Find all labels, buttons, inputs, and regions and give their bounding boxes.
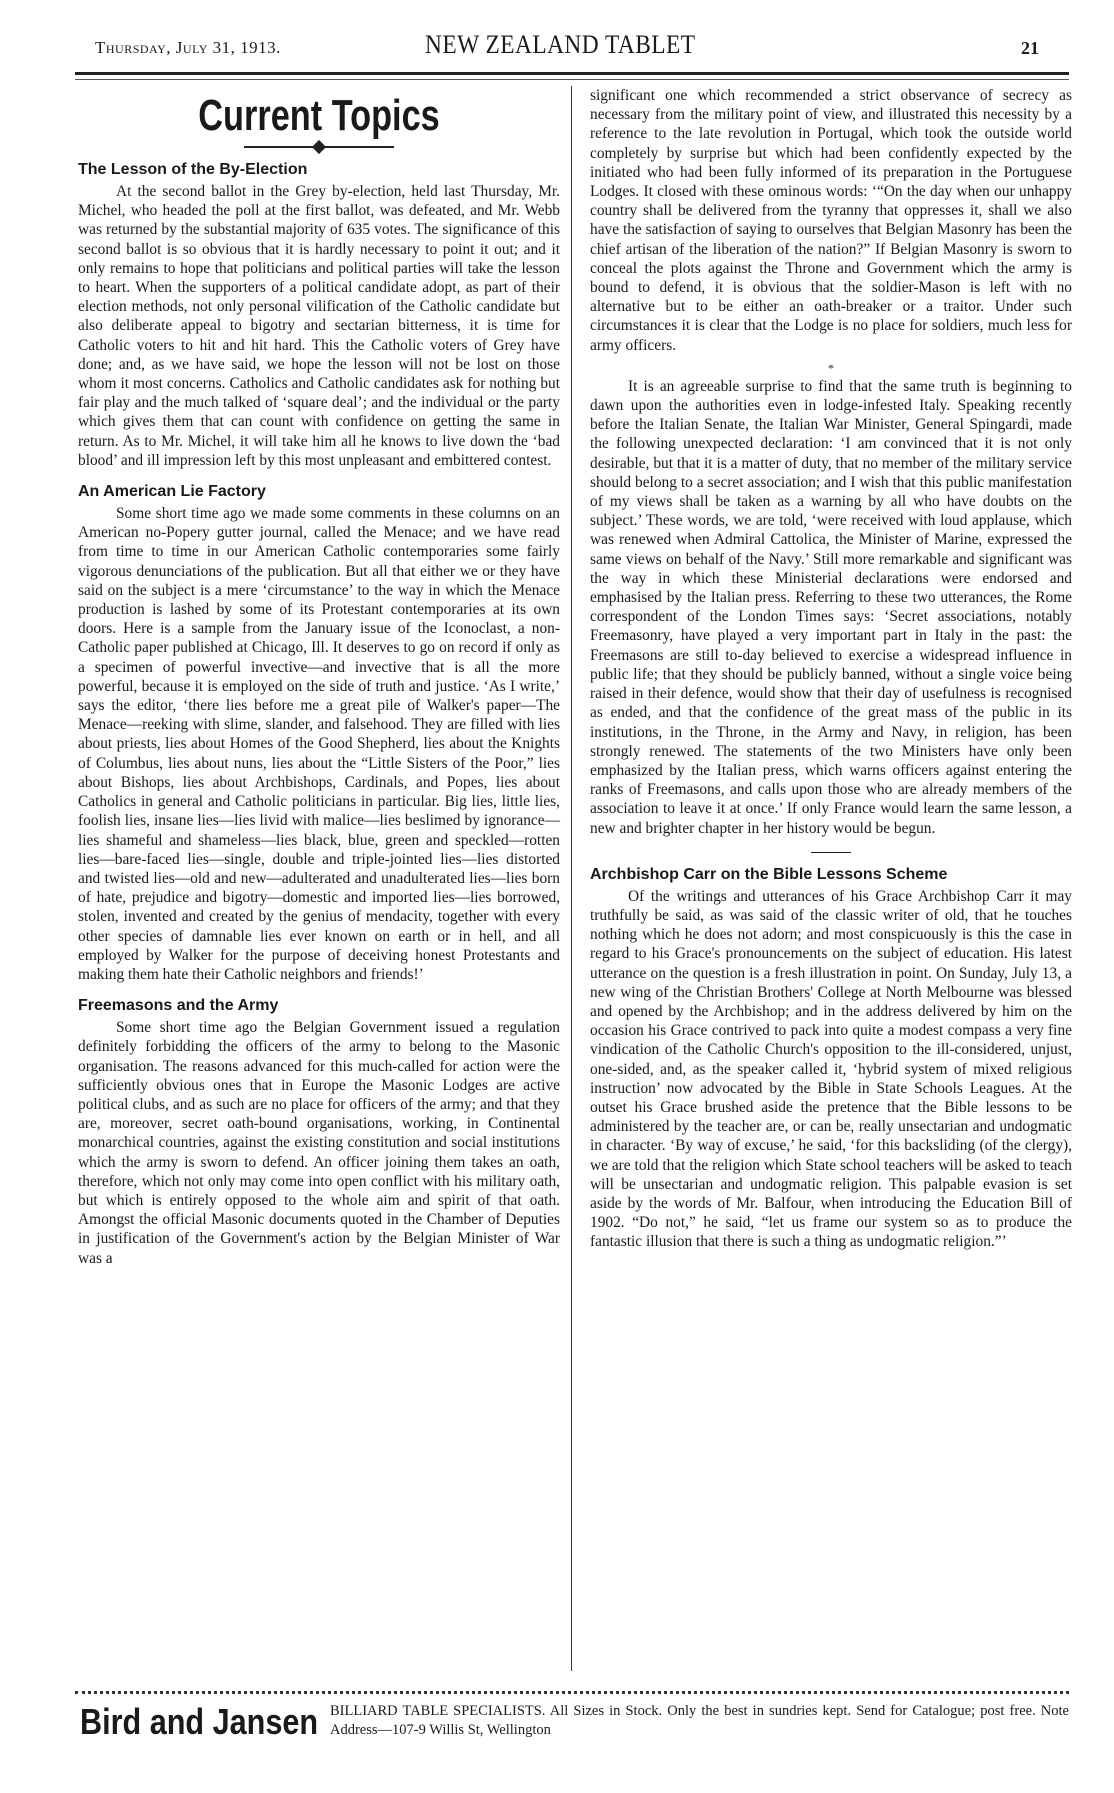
header-rule (75, 72, 1069, 75)
section-star: * (828, 360, 834, 375)
article-paragraph: significant one which recommended a strict observance of secrecy as necessary from the military point of view, and illustrated this necessity by a reference to the late revolution in Portugal, which took the outside world completely by surprise but which had been confidently expected by the initiated who had been fully informed of its preparation in the Portuguese Lodges. It closed with these ominous words: ‘“On the day when our unhappy country shall be delivered from the tyranny that oppresses it, shall we also have the satisfaction of saying to ourselves that Belgian Masonry has been the chief artisan of the liberation of the nation?” If Belgian Masonry is sworn to conceal the plots against the Throne and Government which the army is bound to defend, it is obvious that the soldier-Mason is left with no alternative but to be either an oath-breaker or a traitor. Under such circumstances it is clear that the Lodge is no place for soldiers, much less for army officers. (590, 87, 1072, 354)
advert-text: BILLIARD TABLE SPECIALISTS. All Sizes in Stock. Only the best in sundries kept. Send for Catalogue; post free. Note Address—107-9 Willis St, Wellington (330, 1703, 1069, 1738)
issue-date: Thursday, July 31, 1913. (95, 38, 281, 57)
newspaper-title: NEW ZEALAND TABLET (425, 30, 696, 59)
article-paragraph: Some short time ago we made some comments in these columns on an American no-Popery gutter journal, called the Menace; and we have read from time to time in our American Catholic contemporaries some fairly vigorous denunciations of the publication. But all that either we or they have said on the subject is a mere ‘circumstance’ to the way in which the Menace production is lashed by some of its Protestant contemporaries at its own doors. Here is a sample from the January issue of the Iconoclast, a non-Catholic paper published at Chicago, Ill. It deserves to go on record if only as a specimen of powerful invective—and invective that is all the more powerful, because it is employed on the side of truth and justice. ‘As I write,’ says the editor, ‘there lies before me a great pile of Walker's paper—The Menace—reeking with slime, slander, and falsehood. They are filled with lies about priests, lies about Homes of the Good Shepherd, lies about the Knights of Columbus, lies about nuns, lies about the “Little Sisters of the Poor,” lies about Bishops, lies about Archbishops, Cardinals, and Popes, lies about Catholics in general and Catholic politicians in particular. Big lies, little lies, foolish lies, insane lies—lies livid with malice—lies beslimed by ignorance—lies shameful and shameless—lies black, blue, green and speckled—rotten lies—bare-faced lies—single, double and triple-jointed lies—lies distorted and twisted lies—old and new—adulterated and unadulterated lies—lies born of hate, prejudice and bigotry—domestic and imported lies—lies borrowed, stolen, invented and created by the genius of mendacity, together with every other species of damnable lies ever known on earth or in hell, and all employed by Walker for the purpose of deceiving honest Protestants and making them hate their Catholic neighbors and friends!’ (78, 505, 560, 983)
ornament-divider (244, 146, 394, 148)
advert-rule (75, 1691, 1069, 1694)
article-title: Freemasons and the Army (78, 997, 279, 1015)
advertisement (80, 1700, 1069, 1746)
right-column (590, 86, 1072, 1252)
short-divider (811, 852, 851, 853)
article-paragraph: At the second ballot in the Grey by-election, held last Thursday, Mr. Michel, who headed the poll at the first ballot, was defeated, and Mr. Webb was returned by the substantial majority of 635 votes. The significance of this second ballot is so obvious that it is hardly necessary to point it out; and it only remains to hope that politicians and political parties will take the lesson to heart. When the supporters of a political candidate adopt, as part of their election methods, not only personal vilification of the Catholic candidate but also deliberate appeal to bigotry and sectarian bitterness, it is time for Catholic voters to hit and hit hard. This the Catholic voters of Grey have done; and, as we have said, we hope the lesson will not be lost on those whom it most concerns. Catholics and Catholic candidates ask for nothing but fair play and the much talked of ‘square deal’; and the individual or the party which gives them that can count with confidence on getting the same in return. As to Mr. Michel, it will take him all he knows to live down the ‘bad blood’ and ill impression left by this most unpleasant and embittered contest. (78, 183, 560, 469)
article-title: Archbishop Carr on the Bible Lessons Scheme (590, 865, 948, 883)
masthead (95, 30, 1039, 66)
section-heading: Current Topics (198, 91, 440, 140)
article-paragraph: It is an agreeable surprise to find that the same truth is beginning to dawn upon the authorities even in lodge-infested Italy. Speaking recently before the Italian Senate, the Italian War Minister, General Spingardi, made the following unexpected declaration: ‘I am convinced that it is not only desirable, but that it is a matter of duty, that no member of the military service should belong to a secret association; and I wish that this public manifestation of my views shall be taken as a warning by all who have doubts on the subject.’ These words, we are told, ‘were received with loud applause, which was renewed when Admiral Cattolica, the Minister of Marine, expressed the same views on behalf of the Navy.’ Still more remarkable and significant was the way in which these Ministerial declarations were endorsed and emphasised by the Italian press. Referring to these two utterances, the Rome correspondent of the London Times says: ‘Secret associations, notably Freemasonry, have played a very important part in Italy in the past: the Freemasons are still to-day believed to exercise a widespread influence in public life; that they should be publicly banned, without a single voice being raised in their defence, would show that their day of usefulness is recognised as ended, and that the confidence of the great mass of the public in its institutions, in the Throne, in the Army and Navy, in religion, has been strongly renewed. The statements of the two Ministers have only been emphasized by the Italian press, which warns officers against entering the ranks of Freemasons, and calls upon those who are already members of the association to leave it at once.’ If only France would learn the same lesson, a new and brighter chapter in her history would be begun. (590, 377, 1072, 837)
column-divider (571, 86, 572, 1671)
page-number: 21 (1021, 38, 1039, 58)
article-title: An American Lie Factory (78, 483, 266, 501)
article-paragraph: Of the writings and utterances of his Grace Archbishop Carr it may truthfully be said, as was said of the classic writer of old, that he touches nothing which he does not adorn; and most conspicuously is this the case in regard to his Grace's pronouncements on the subject of education. His latest utterance on the question is a fresh illustration in point. On Sunday, July 13, a new wing of the Christian Brothers' College at North Melbourne was blessed and opened by the Archbishop; and in the address delivered by him on the occasion his Grace contrived to pack into quite a modest compass a very fine vindication of the Catholic Church's opposition to the ill-considered, unjust, one-sided, and, as the speaker called it, ‘hybrid system of mixed religious instruction’ now advocated by the Bible in State Schools Leagues. At the outset his Grace brushed aside the pretence that the Bible lessons to be administered by the teacher are, or can be, really unsectarian and undogmatic in character. ‘By way of excuse,’ he said, ‘for this backsliding (of the clergy), we are told that the religion which State school teachers will be asked to teach will be unsectarian and undogmatic religion. This palpable evasion is set aside by the words of Mr. Balfour, when introducing the Education Bill of 1902. “Do not,” he said, “let us frame our system so as to produce the fantastic illusion that there is such a thing as undogmatic religion.”’ (590, 887, 1072, 1251)
advertiser-name: Bird and Jansen (80, 1701, 319, 1742)
header-rule-thin (75, 79, 1069, 80)
article-title: The Lesson of the By-Election (78, 161, 308, 178)
left-column (78, 86, 560, 1268)
article-paragraph: Some short time ago the Belgian Government issued a regulation definitely forbidding the officers of the army to belong to the Masonic organisation. The reasons advanced for this much-called for action were the sufficiently obvious ones that in Europe the Masonic Lodges are active political clubs, and as such are no place for officers of the army; and that they are, moreover, secret oath-bound organisations, working, in Continental monarchical countries, against the existing constitution and social institutions which the army is sworn to defend. An officer joining them takes an oath, therefore, which not only may come into open conflict with his military oath, but which is entirely opposed to the whole aim and spirit of that oath. Amongst the official Masonic documents quoted in the Chamber of Deputies in justification of the Government's action by the Belgian Minister of War was a (78, 1019, 560, 1267)
